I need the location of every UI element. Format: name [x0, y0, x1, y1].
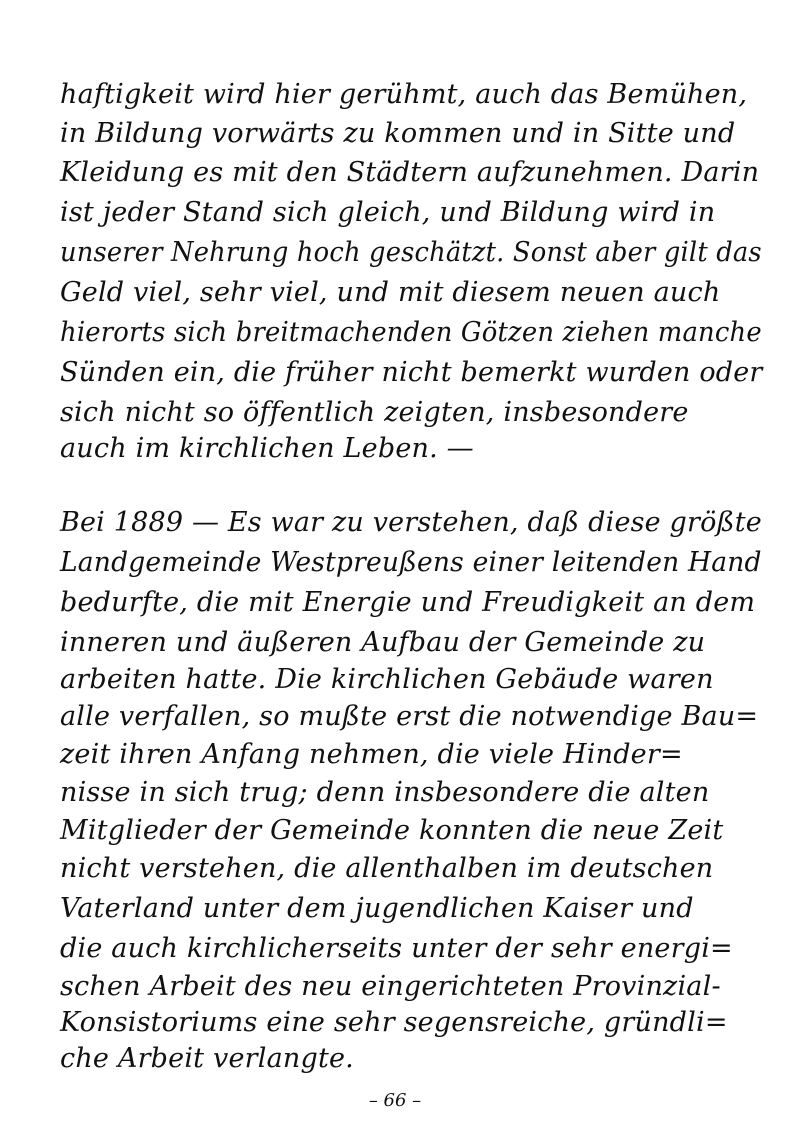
paragraph2-line: Konsistoriums eine sehr segensreiche, gründli=: [60, 1007, 728, 1038]
paragraph1-line: Geld viel, sehr viel, und mit diesem neuen auch: [60, 277, 721, 308]
paragraph1-line: hierorts sich breitmachenden Götzen ziehen manche: [60, 317, 762, 348]
paragraph2-line: che Arbeit verlangte.: [60, 1043, 354, 1074]
paragraph2-line: schen Arbeit des neu eingerichteten Provinzial-: [60, 971, 721, 1002]
paragraph2-line: zeit ihren Anfang nehmen, die viele Hinder=: [60, 739, 683, 770]
paragraph2-line: Landgemeinde Westpreußens einer leitenden Hand: [60, 547, 762, 578]
paragraph2-line: inneren und äußeren Aufbau der Gemeinde zu: [60, 627, 706, 658]
paragraph2-line: nicht verstehen, die allenthalben im deutschen: [60, 853, 714, 884]
paragraph1-line: haftigkeit wird hier gerühmt, auch das Bemühen,: [60, 79, 748, 110]
paragraph1-line: ist jeder Stand sich gleich, und Bildung wird in: [60, 197, 716, 228]
paragraph2-line: alle verfallen, so mußte erst die notwendige Bau=: [60, 701, 759, 732]
paragraph2-line: Mitglieder der Gemeinde konnten die neue Zeit: [60, 815, 724, 846]
paragraph2-line: nisse in sich trug; denn insbesondere die alten: [60, 777, 710, 808]
paragraph2-line: Bei 1889 — Es war zu verstehen, daß diese größte: [60, 507, 762, 538]
paragraph1-line: Sünden ein, die früher nicht bemerkt wurden oder: [60, 357, 763, 388]
page-number: – 66 –: [368, 1090, 422, 1111]
paragraph2-line: bedurfte, die mit Energie und Freudigkeit an dem: [60, 587, 756, 618]
paragraph2-line: arbeiten hatte. Die kirchlichen Gebäude waren: [60, 664, 714, 695]
paragraph2-line: Vaterland unter dem jugendlichen Kaiser und: [60, 893, 694, 924]
paragraph1-line: sich nicht so öffentlich zeigten, insbesondere: [60, 397, 689, 428]
paragraph1-line: in Bildung vorwärts zu kommen und in Sitte und: [60, 118, 736, 149]
paragraph1-line: Kleidung es mit den Städtern aufzunehmen. Darin: [60, 157, 760, 188]
paragraph1-line: auch im kirchlichen Leben. —: [60, 433, 474, 464]
paragraph1-line: unserer Nehrung hoch geschätzt. Sonst aber gilt das: [60, 237, 762, 268]
paragraph2-line: die auch kirchlicherseits unter der sehr energi=: [60, 933, 733, 964]
